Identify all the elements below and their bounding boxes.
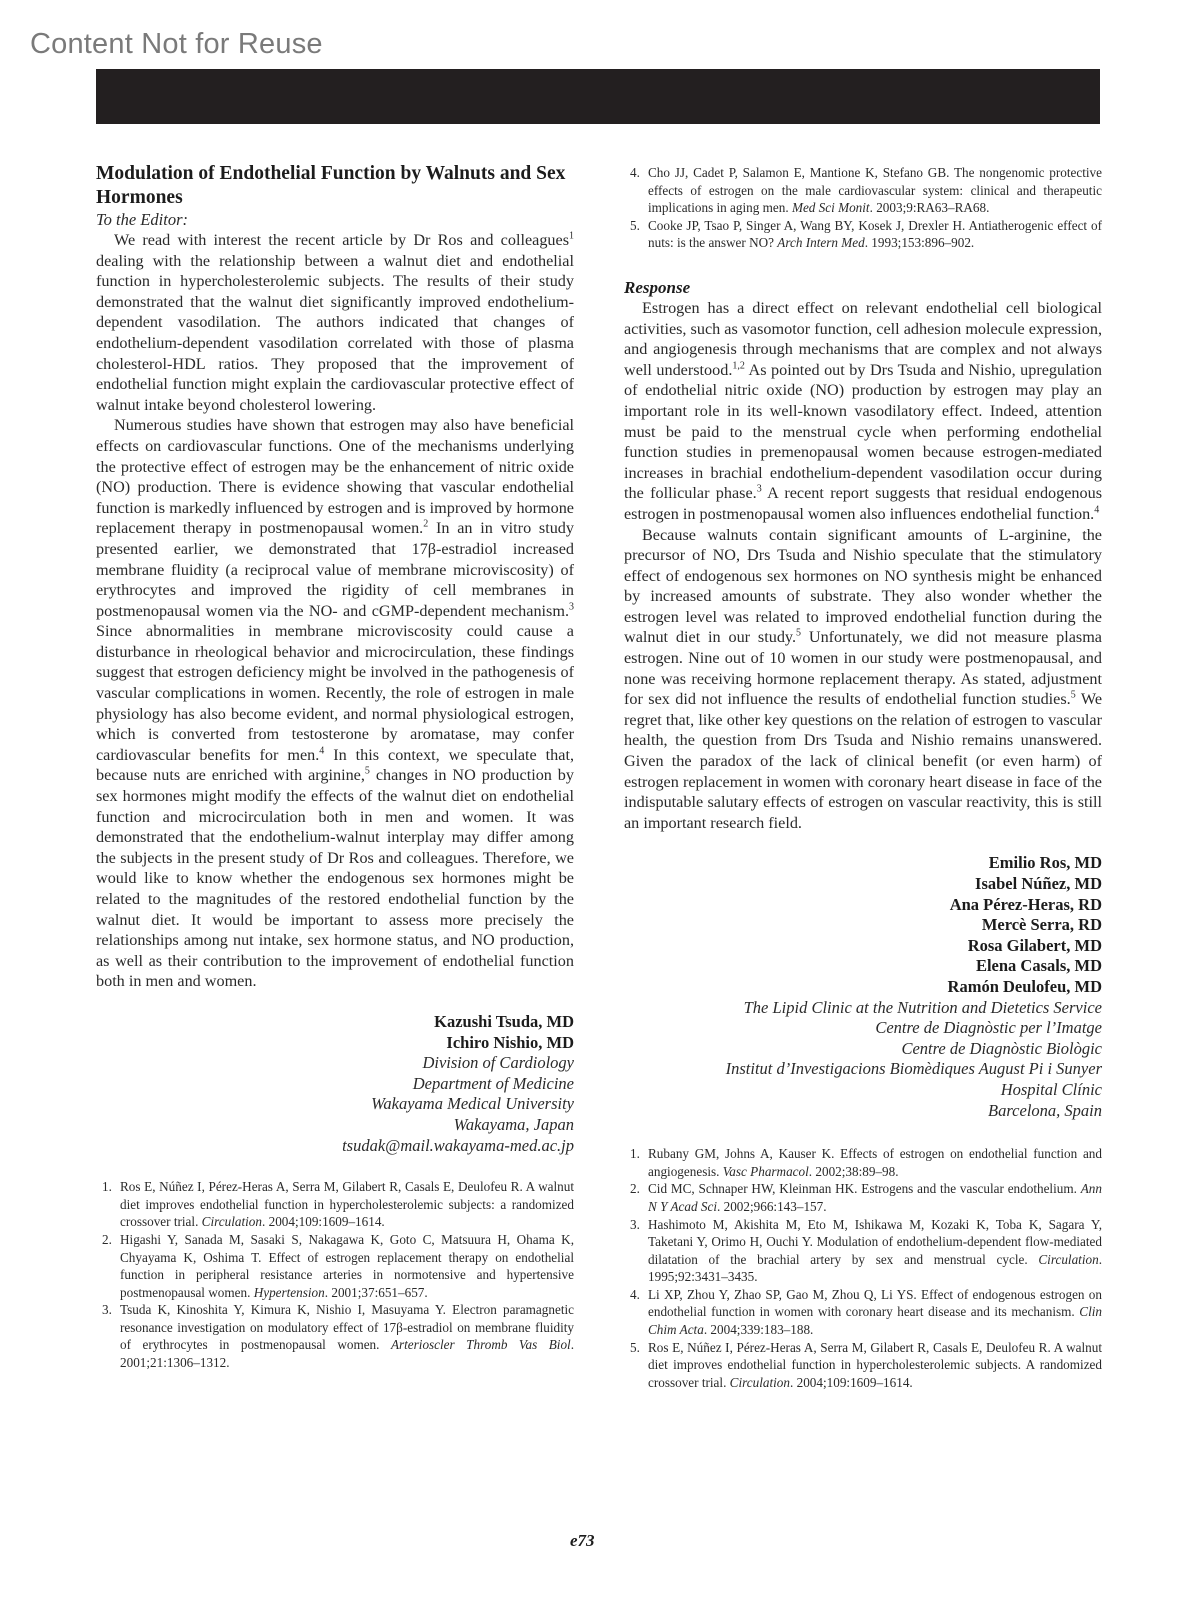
author-name: Rosa Gilabert, MD (967, 935, 1102, 955)
reference-number: 2. (102, 1231, 112, 1247)
author-email[interactable]: tsudak@mail.wakayama-med.ac.jp (342, 1135, 574, 1155)
response-heading: Response (624, 277, 691, 297)
response-paragraph: Estrogen has a direct effect on relevant endothelial cell biological activities, such as vasomotor function, cell adhesion molecule expression, and angiogenesis through mechanisms that are complex and not always well understood.$^{1,2}$ As pointed out by Drs Tsuda and Nishio, upregulation of endothelial nitric oxide (NO) production by estrogen may play an important role in its well-known vasodilatory effect. Indeed, attention must be paid to the menstrual cycle when performing endothelial function studies in premenopausal women because estrogen-mediated increases in brachial endothelium-dependent vasodilation occur during the follicular phase.$^3$ A recent report suggests that residual endogenous estrogen in postmenopausal women also influences endothelial function.$^4$ (624, 298, 1102, 523)
journal-name: Arch Intern Med (777, 235, 865, 251)
journal-name: Ann N Y Acad Sci (648, 1181, 1102, 1214)
author-name: Mercè Serra, RD (981, 915, 1102, 935)
letter-paragraph: Numerous studies have shown that estrogen may also have beneficial effects on cardiovascular functions. One of the mechanisms underlying the protective effect of estrogen may be the enhancement of nitric oxide (NO) production. There is evidence showing that vascular endothelial function is markedly influenced by estrogen and is improved by hormone replacement therapy in postmenopausal women.$^2$ In an in vitro study presented earlier, we demonstrated that 17β-estradiol increased membrane fluidity (a reciprocal value of membrane microviscosity) of erythrocytes and improved the rigidity of cell membranes in postmenopausal women via the NO- and cGMP-dependent mechanism.$^3$ Since abnormalities in membrane microviscosity could cause a disturbance in rheological behavior and microcirculation, these findings suggest that estrogen deficiency might be involved in the pathogenesis of vascular complications in women. Recently, the role of estrogen in male physiology has also become evident, and normal physiological estrogen, which is converted from testosterone by aromatase, may confer cardiovascular benefits for men.$^4$ In this context, we speculate that, because nuts are enriched with arginine,$^5$ changes in NO production by sex hormones might modify the effects of the walnut diet on endothelial function and microcirculation both in men and women. It was demonstrated that the endothelium-walnut interplay may differ among the subjects in the present study of Dr Ros and colleagues. Therefore, we would like to know whether the endogenous sex hormones might be related to the magnitudes of the restored endothelial function by the walnut diet. It would be important to assess more precisely the relationships among nut intake, sex hormone status, and NO production, as well as their contribution to the improvement of endothelial function both in men and women. (96, 416, 574, 991)
citation-superscript: 4 (319, 745, 325, 757)
response-signature (624, 853, 1102, 1121)
author-name: Emilio Ros, MD (988, 853, 1102, 873)
reference-item: 4. Li XP, Zhou Y, Zhao SP, Gao M, Zhou Q, Li YS. Effect of endogenous estrogen on endothelial function in women with coronary heart disease and its mechanism. Clin Chim Acta. 2004;339:183–188. (630, 1286, 1102, 1338)
author-name: Kazushi Tsuda, MD (434, 1011, 574, 1031)
journal-name: Hypertension (253, 1284, 325, 1300)
author-name: Ichiro Nishio, MD (446, 1032, 574, 1052)
affiliation: Institut d’Investigacions Biomèdiques August Pi i Sunyer (725, 1059, 1102, 1079)
affiliation: Barcelona, Spain (988, 1100, 1102, 1120)
reference-number: 1. (630, 1146, 640, 1162)
citation-superscript: 3 (756, 483, 762, 495)
author-name: Isabel Núñez, MD (975, 874, 1102, 893)
journal-name: Vasc Pharmacol (722, 1163, 809, 1179)
author-name: Ramón Deulofeu, MD (947, 976, 1102, 996)
affiliation: Centre de Diagnòstic Biològic (901, 1038, 1102, 1058)
citation-superscript: 1,2 (732, 360, 745, 372)
reference-number: 5. (630, 1339, 640, 1355)
journal-name: Circulation (1038, 1251, 1099, 1267)
reference-item: 1. Ros E, Núñez I, Pérez-Heras A, Serra M, Gilabert R, Casals E, Deulofeu R. A walnut diet improves endothelial function in hypercholesterolemic subjects: a randomized crossover trial. Circulation. 2004;109:1609–1614. (102, 1179, 574, 1230)
affiliation: Wakayama Medical University (371, 1094, 574, 1114)
journal-name: Clin Chim Acta (648, 1304, 1102, 1338)
letter-column (96, 162, 574, 1372)
salutation: To the Editor: (96, 210, 188, 229)
reference-number: 4. (630, 1286, 640, 1302)
citation-superscript: 5 (796, 628, 802, 640)
reference-item: 5. Cooke JP, Tsao P, Singer A, Wang BY, Kosek J, Drexler H. Antiatherogenic effect of nuts: is the answer NO? Arch Intern Med. 1993;153:896–902. (630, 217, 1102, 251)
letter-paragraph: We read with interest the recent article by Dr Ros and colleagues$^1$ dealing with the relationship between a walnut diet and endothelial function in hypercholesterolemic subjects. The results of their study demonstrated that the walnut diet significantly improved endothelium-dependent vasodilation. The authors indicated that changes of endothelium-dependent vasodilation correlated with those of plasma cholesterol-HDL ratios. They proposed that the improvement of endothelial function might explain the cardiovascular protective effect of walnut intake beyond cholesterol lowering. (96, 230, 574, 414)
letter-body (96, 230, 574, 992)
reference-item: 2. Higashi Y, Sanada M, Sasaki S, Nakagawa K, Goto C, Matsuura H, Ohama K, Chyayama K, Oshima T. Effect of estrogen replacement therapy on endothelial function in peripheral resistance arteries in normotensive and hypertensive postmenopausal women. Hypertension. 2001;37:651–657. (102, 1231, 574, 1300)
journal-name: Arterioscler Thromb Vas Biol (390, 1337, 571, 1353)
citation-superscript: 5 (1070, 689, 1076, 701)
journal-name: Circulation (729, 1374, 790, 1390)
response-column (624, 164, 1102, 1391)
letter-title: Modulation of Endothelial Function by Walnuts and Sex Hormones (96, 163, 566, 208)
author-name: Elena Casals, MD (975, 956, 1102, 976)
reference-number: 3. (102, 1302, 112, 1318)
reference-item: 5. Ros E, Núñez I, Pérez-Heras A, Serra M, Gilabert R, Casals E, Deulofeu R. A walnut diet improves endothelial function in hypercholesterolemic subjects. A randomized crossover trial. Circulation. 2004;109:1609–1614. (630, 1339, 1102, 1390)
affiliation: Department of Medicine (412, 1073, 574, 1093)
reference-number: 1. (102, 1179, 112, 1195)
reference-item: 3. Hashimoto M, Akishita M, Eto M, Ishikawa M, Kozaki K, Toba K, Sagara Y, Taketani Y, Orimo H, Ouchi Y. Modulation of endothelium-dependent flow-mediated dilatation of the brachial artery by sex and menstrual cycle. Circulation. 1995;92:3431–3435. (630, 1216, 1102, 1285)
affiliation: Division of Cardiology (422, 1053, 574, 1073)
letter-signature (96, 1012, 574, 1156)
reference-number: 4. (630, 165, 640, 180)
reference-number: 5. (630, 217, 640, 233)
reference-item: 4. Cho JJ, Cadet P, Salamon E, Mantione K, Stefano GB. The nongenomic protective effects of estrogen on the male cardiovascular system: clinical and therapeutic implications in aging men. Med Sci Monit. 2003;9:RA63–RA68. (630, 165, 1102, 216)
letter-references-continued (624, 164, 1102, 252)
journal-name: Med Sci Monit (791, 200, 870, 216)
reference-number: 2. (630, 1181, 640, 1197)
affiliation: Centre de Diagnòstic per l’Imatge (875, 1018, 1102, 1038)
reference-item: 1. Rubany GM, Johns A, Kauser K. Effects of estrogen on endothelial function and angiogenesis. Vasc Pharmacol. 2002;38:89–98. (630, 1146, 1102, 1179)
citation-superscript: 4 (1094, 504, 1100, 516)
citation-superscript: 3 (569, 601, 574, 613)
affiliation: The Lipid Clinic at the Nutrition and Dietetics Service (743, 997, 1102, 1017)
journal-header-banner (96, 69, 1100, 124)
reference-number: 3. (630, 1216, 640, 1232)
journal-name: Circulation (201, 1214, 262, 1230)
author-name: Ana Pérez-Heras, RD (949, 894, 1102, 914)
response-body (624, 298, 1102, 833)
watermark-text: Content Not for Reuse (30, 28, 323, 60)
affiliation: Wakayama, Japan (453, 1114, 574, 1134)
citation-superscript: 1 (569, 230, 574, 242)
affiliation: Hospital Clínic (1000, 1079, 1102, 1099)
response-paragraph: Because walnuts contain significant amounts of L-arginine, the precursor of NO, Drs Tsuda and Nishio speculate that the stimulatory effect of endogenous sex hormones on NO synthesis might be enhanced by increased amounts of substrate. They also wonder whether the estrogen level was related to improved endothelial function during the walnut diet in our study.$^5$ Unfortunately, we did not measure plasma estrogen. Nine out of 10 women in our study were postmenopausal, and none was receiving hormone replacement therapy. As stated, adjustment for sex did not influence the results of endothelial function studies.$^5$ We regret that, like other key questions on the relation of estrogen to vascular health, the question from Drs Tsuda and Nishio remains unanswered. Given the paradox of the lack of clinical benefit (or even harm) of estrogen replacement in women with coronary heart disease in face of the indisputable salutary effects of estrogen on vascular reactivity, this is still an important research field. (624, 525, 1103, 832)
reference-item: 3. Tsuda K, Kinoshita Y, Kimura K, Nishio I, Masuyama Y. Electron paramagnetic resonance investigation on modulatory effect of 17β-estradiol on membrane fluidity of erythrocytes in postmenopausal women. Arterioscler Thromb Vas Biol. 2001;21:1306–1312. (102, 1302, 574, 1371)
page-number: e73 (570, 1531, 595, 1550)
citation-superscript: 2 (423, 518, 429, 530)
citation-superscript: 5 (364, 766, 370, 778)
response-references (624, 1145, 1102, 1391)
letter-references (96, 1178, 574, 1372)
reference-item: 2. Cid MC, Schnaper HW, Kleinman HK. Estrogens and the vascular endothelium. Ann N Y Acad Sci. 2002;966:143–157. (630, 1181, 1102, 1214)
